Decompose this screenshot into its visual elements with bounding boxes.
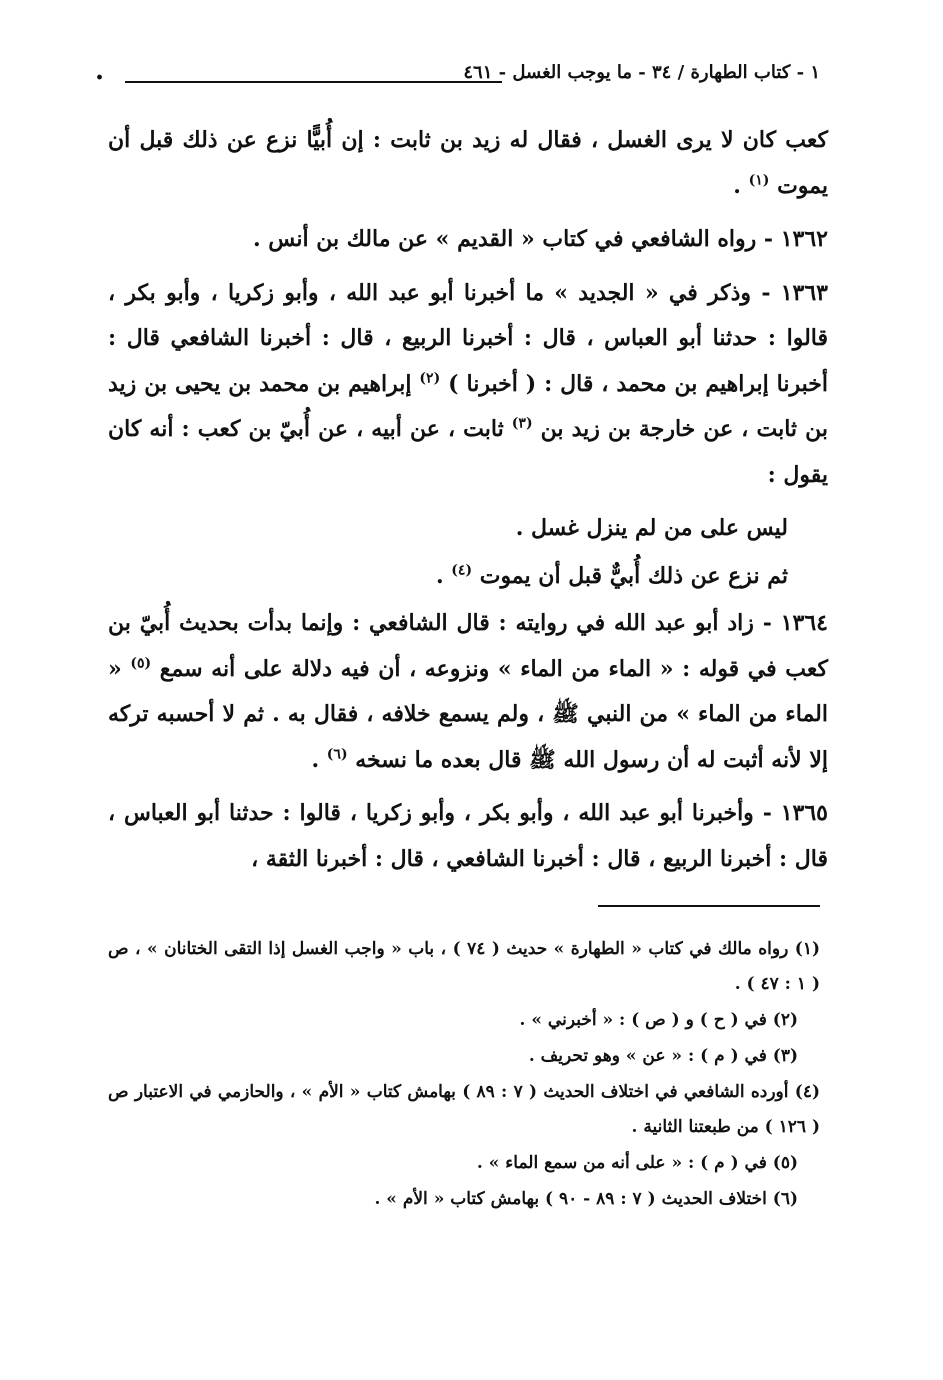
footnote-4: (٤) أورده الشافعي في اختلاف الحديث ( ٧ : ٨٩ ) بهامش كتاب « الأم » ، والحازمي في الاعتبار ص ( ١٢٦ ) من طبعتنا الثانية . [108, 1082, 820, 1137]
paragraph-1364 [108, 601, 828, 783]
paragraph-1362 [108, 217, 828, 263]
footnote-ref-6: (٦) [326, 746, 348, 763]
quote-text: ليس على من لم ينزل غسل . [515, 515, 788, 541]
paragraph-text: ثابت ، عن أبيه ، عن أُبيّ بن كعب : أنه كان يقول : [108, 416, 828, 488]
quote-line-2 [108, 554, 828, 600]
footnotes [108, 932, 820, 1218]
footnote-separator [598, 905, 820, 907]
paragraph-text: ١٣٦٣ - وذكر في « الجديد » ما أخبرنا أبو عبد الله ، وأبو زكريا ، وأبو بكر ، قالوا : حدثنا أبو العباس ، قال : أخبرنا الربيع ، قال : أخبرنا الشافعي قال : أخبرنا إبراهيم بن محمد ، قال : ( أخبرنا ) [108, 279, 828, 397]
paragraph-text: « الماء من الماء » من النبي ﷺ ، ولم يسمع خلافه ، فقال به . ثم لا أحسبه تركه إلا لأنه أثبت له أن رسول الله ﷺ قال بعده ما نسخه [108, 655, 828, 773]
running-header [95, 56, 820, 92]
paragraph-end: . [733, 172, 741, 199]
paragraph-text: إبراهيم بن محمد بن يحيى بن زيد بن ثابت ، عن خارجة بن زيد بن [108, 370, 828, 442]
main-text [108, 118, 828, 890]
paragraph-end: . [311, 746, 320, 773]
footnote-ref-3: (٣) [511, 415, 533, 432]
header-dot: . [95, 56, 105, 86]
quote-end: . [435, 562, 444, 589]
header-rule [125, 81, 502, 83]
paragraph-text: كعب كان لا يرى الغسل ، فقال له زيد بن ثابت : إن أُبيًّا نزع عن ذلك قبل أن يموت [108, 127, 828, 199]
footnote-6: (٦) اختلاف الحديث ( ٧ : ٨٩ - ٩٠ ) بهامش كتاب « الأم » . [374, 1189, 798, 1209]
paragraph-continuation [108, 118, 828, 209]
paragraph-text: ١٣٦٤ - زاد أبو عبد الله في روايته : قال الشافعي : وإنما بدأت بحديث أُبيّ بن كعب في قوله : « الماء من الماء » ونزوعه ، أن فيه دلالة على أنه سمع [108, 610, 828, 682]
running-title: ١ - كتاب الطهارة / ٣٤ - ما يوجب الغسل - ٤٦١ [463, 62, 820, 83]
paragraph-1365 [108, 791, 828, 882]
paragraph-text: ١٣٦٥ - وأخبرنا أبو عبد الله ، وأبو بكر ، وأبو زكريا ، قالوا : حدثنا أبو العباس ، قال : أخبرنا الربيع ، قال : أخبرنا الشافعي ، قال : أخبرنا الثقة ، [108, 800, 828, 872]
footnote-2: (٢) في ( ح ) و ( ص ) : « أخبرني » . [519, 1010, 798, 1030]
footnote-ref-2: (٢) [419, 370, 441, 387]
footnote-ref-4: (٤) [451, 562, 473, 579]
quote-text: ثم نزع عن ذلك أُبيٌّ قبل أن يموت [479, 562, 788, 589]
paragraph-text: ١٣٦٢ - رواه الشافعي في كتاب « القديم » عن مالك بن أنس . [252, 226, 828, 252]
paragraph-1363 [108, 271, 828, 499]
quote-line-1 [108, 506, 828, 552]
footnote-1: (١) رواه مالك في كتاب « الطهارة » حديث ( ٧٤ ) ، باب « واجب الغسل إذا التقى الختانان » ، ص ( ١ : ٤٧ ) . [108, 939, 820, 994]
footnote-3: (٣) في ( م ) : « عن » وهو تحريف . [528, 1046, 798, 1066]
footnote-5: (٥) في ( م ) : « على أنه من سمع الماء » . [476, 1153, 798, 1173]
footnote-ref-1: (١) [748, 172, 770, 189]
footnote-ref-5: (٥) [130, 655, 152, 672]
